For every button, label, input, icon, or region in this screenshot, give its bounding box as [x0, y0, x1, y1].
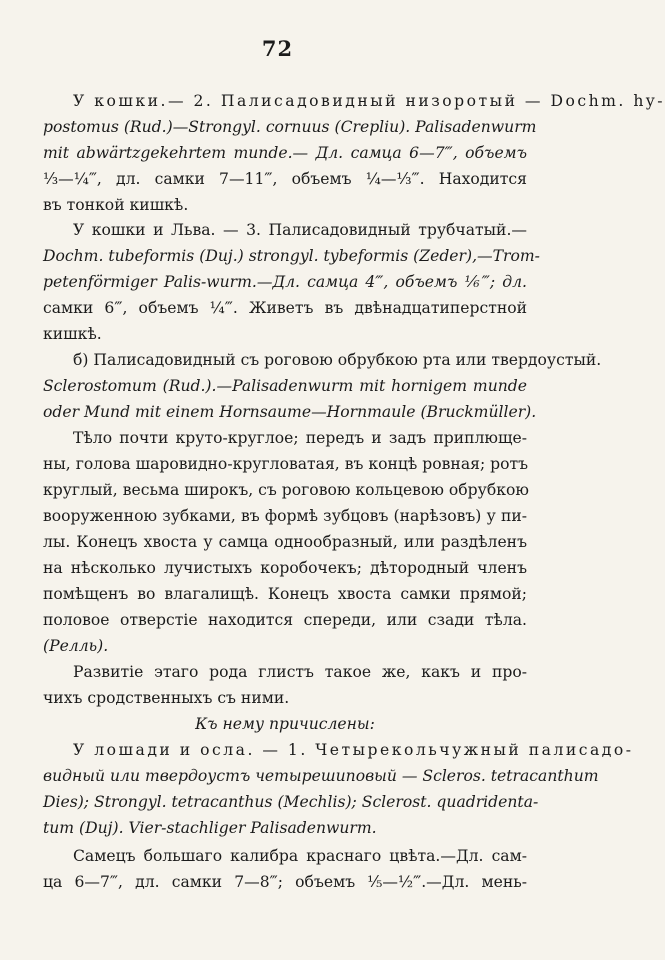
- text-line: чихъ сродственныхъ съ ними.: [43, 689, 290, 707]
- text-line: Sclerostomum (Rud.).—Palisadenwurm mit hornigem munde: [43, 377, 527, 395]
- text-line: помѣщенъ во влагалищѣ. Конецъ хвоста самки прямой;: [43, 585, 527, 603]
- section-subheading: Къ нему причислены:: [195, 715, 375, 733]
- text-line: Развитіе этаго рода глистъ такое же, какъ и про-: [73, 663, 527, 681]
- text-line: лы. Конецъ хвоста у самца однообразный, или раздѣленъ: [43, 533, 527, 551]
- text-line: petenförmiger Palis-wurm.—Дл. самца 4‴, объемъ ⅙‴; дл.: [43, 273, 527, 291]
- text-line: postomus (Rud.)—Strongyl. cornuus (Crepliu). Palisadenwurm: [43, 118, 537, 136]
- text-line: видный или твердоустъ четырешиповый — Scleros. tetracanthum: [43, 767, 599, 785]
- text-line: самки 6‴, объемъ ¼‴. Живетъ въ двѣнадцатиперстной: [43, 299, 527, 317]
- text-line: б) Палисадовидный съ роговою обрубкою рта или твердоустый.: [73, 351, 602, 369]
- text-line: кишкѣ.: [43, 325, 102, 343]
- text-line: вооруженною зубками, въ формѣ зубцовъ (нарѣзовъ) у пи-: [43, 507, 527, 525]
- text-line: ца 6—7‴, дл. самки 7—8‴; объемъ ⅕—½‴.—Дл. мень-: [43, 873, 527, 891]
- text-line: Dochm. tubeformis (Duj.) strongyl. tybeformis (Zeder),—Trom-: [43, 247, 540, 265]
- text-line: mit abwärtzgekehrtem munde.— Дл. самца 6—7‴, объемъ: [43, 144, 527, 162]
- text-line: (Релль).: [43, 637, 109, 655]
- text-line: oder Mund mit einem Hornsaume—Hornmaule (Bruckmüller).: [43, 403, 537, 421]
- text-line: круглый, весьма широкъ, съ роговою кольцевою обрубкою: [43, 481, 529, 499]
- text-line: У кошки.— 2. Палисадовидный низоротый — Dochm. hy-: [73, 92, 665, 110]
- text-line: Dies); Strongyl. tetracanthus (Mechlis); Sclerost. quadridenta-: [43, 793, 539, 811]
- text-line: ны, голова шаровидно-кругловатая, въ концѣ ровная; ротъ: [43, 455, 529, 473]
- text-line: Самецъ большаго калибра краснаго цвѣта.—Дл. сам-: [73, 847, 527, 865]
- text-line: ⅓—¼‴, дл. самки 7—11‴, объемъ ¼—⅓‴. Находится: [43, 170, 527, 188]
- text-line: У лошади и осла. — 1. Четырекольчужный палисадо-: [73, 741, 634, 759]
- text-line: половое отверстіе находится спереди, или сзади тѣла.: [43, 611, 527, 629]
- text-line: Тѣло почти круто-круглое; передъ и задъ приплюще-: [73, 429, 527, 447]
- text-line: на нѣсколько лучистыхъ коробочекъ; дѣтородный членъ: [43, 559, 527, 577]
- text-line: У кошки и Льва. — 3. Палисадовидный трубчатый.—: [73, 221, 527, 239]
- page-number: 72: [261, 36, 294, 61]
- text-line: въ тонкой кишкѣ.: [43, 196, 189, 214]
- text-line: tum (Duj). Vier-stachliger Palisadenwurm.: [43, 819, 377, 837]
